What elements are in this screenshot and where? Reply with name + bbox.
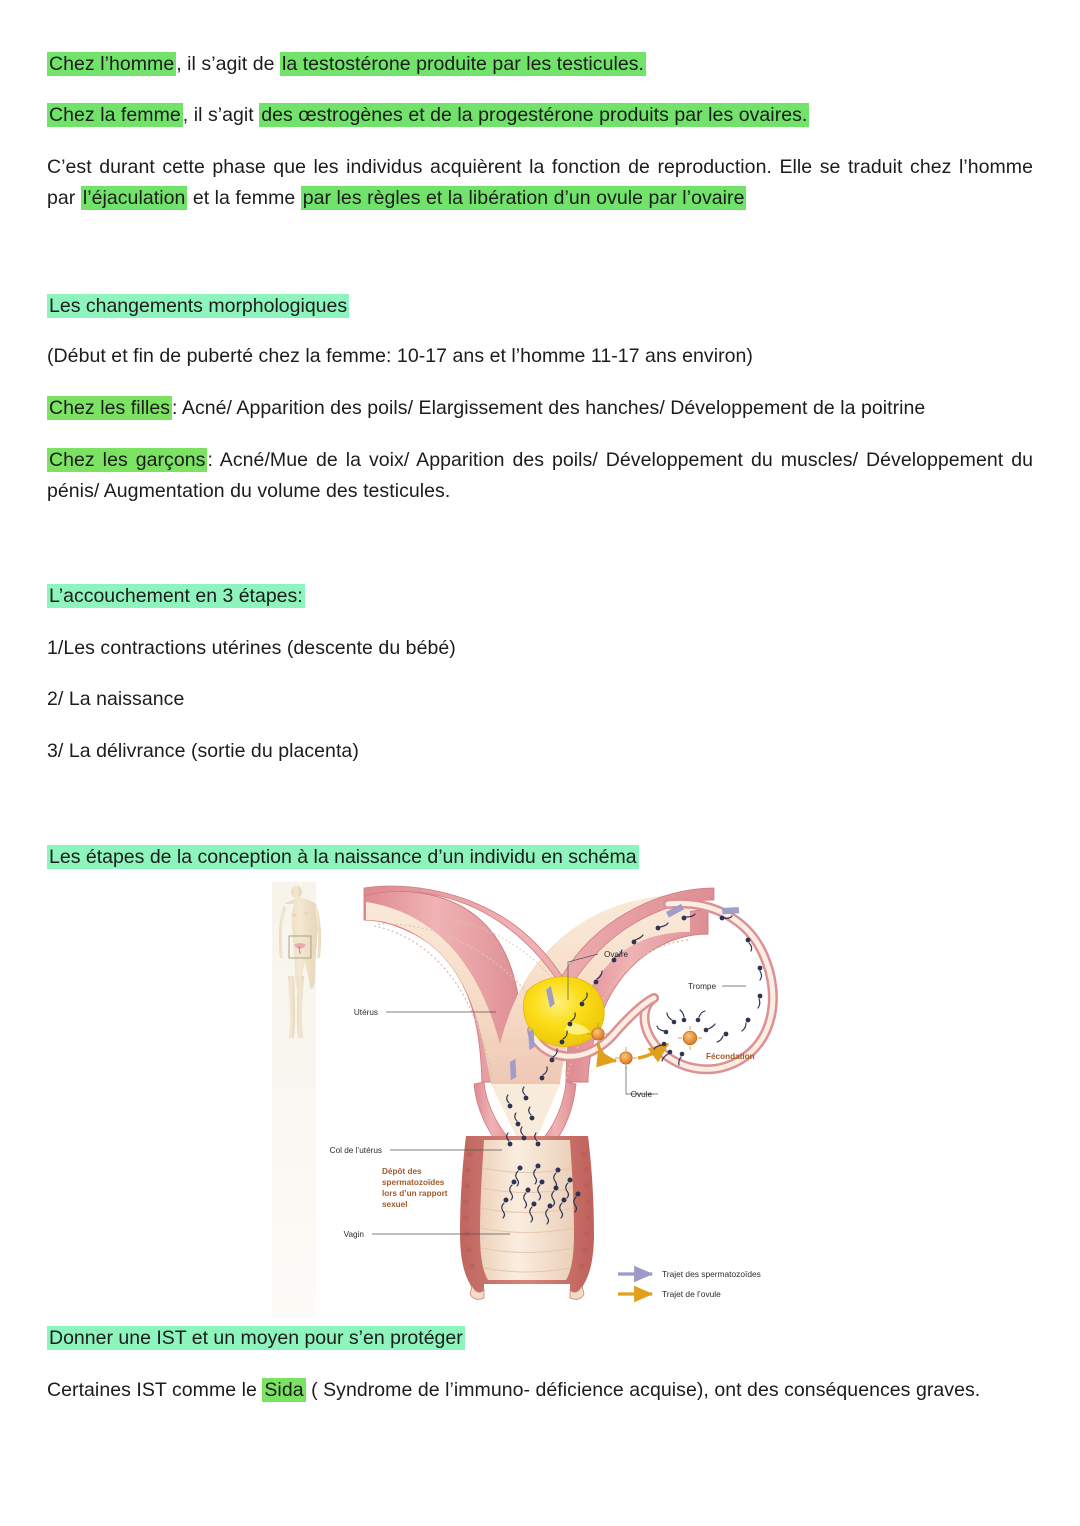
list-item-naissance-text: 2/ La naissance xyxy=(47,688,185,710)
text-phase-reproduction: C’est durant cette phase que les individus acquièrent la fonction de reproduction. Elle se traduit chez l’homme par xyxy=(47,156,1033,209)
figure-legend xyxy=(618,1269,761,1299)
paragraph-oestrogenes xyxy=(47,100,1033,131)
highlight-chez-les-garcons: Chez les garçons xyxy=(49,449,206,471)
heading-etapes-conception-text: Les étapes de la conception à la naissance d’un individu en schéma xyxy=(49,846,637,868)
heading-accouchement xyxy=(47,581,305,611)
text-et-la-femme: et la femme xyxy=(187,187,301,209)
text-ilsagit: , il s’agit xyxy=(182,104,260,126)
label-uterus: Utérus xyxy=(353,1008,378,1017)
highlight-ejaculation: l’éjaculation xyxy=(82,187,186,209)
paragraph-chez-les-garcons xyxy=(47,445,1033,507)
highlight-regles-ovule: par les règles et la libération d’un ovule par l’ovaire xyxy=(302,187,745,209)
highlight-sida: Sida xyxy=(264,1379,304,1401)
paragraph-chez-les-filles xyxy=(47,393,1033,424)
paragraph-fonction-reproduction xyxy=(47,152,1033,214)
text-filles-changements: : Acné/ Apparition des poils/ Elargissement des hanches/ Développement de la poitrine xyxy=(172,397,926,419)
label-depot-line4: sexuel xyxy=(382,1200,408,1209)
uterus-cavity xyxy=(366,894,690,1084)
highlight-chez-les-filles: Chez les filles xyxy=(49,397,171,419)
label-ovaire: Ovaire xyxy=(604,950,629,959)
highlight-oestrogenes-progesterone: des œstrogènes et de la progestérone produits par les ovaires. xyxy=(261,104,808,126)
label-depot-line3: lors d’un rapport xyxy=(382,1189,448,1198)
label-depot-line2: spermatozoïdes xyxy=(382,1178,445,1187)
text-certaines-ist: Certaines IST comme le xyxy=(47,1379,263,1401)
label-col-uterus: Col de l’utérus xyxy=(329,1146,382,1155)
figure-appareil-reproducteur-feminin xyxy=(270,882,810,1322)
note-puberte-ages xyxy=(47,341,1033,372)
list-item-delivrance xyxy=(47,736,1033,767)
text-garcons-changements: : Acné/Mue de la voix/ Apparition des poils/ Développement du muscles/ Développement du pénis/ Augmentation du volume des testicules. xyxy=(47,449,1033,502)
list-item-naissance xyxy=(47,684,1033,715)
heading-etapes-conception xyxy=(47,842,639,872)
paragraph-testosterone xyxy=(47,49,1033,80)
label-vagin: Vagin xyxy=(343,1230,364,1239)
heading-donner-une-ist-text: Donner une IST et un moyen pour s’en protéger xyxy=(49,1327,463,1349)
label-ovule: Ovule xyxy=(630,1090,652,1099)
legend-label-sperm: Trajet des spermatozoïdes xyxy=(662,1269,761,1279)
legend-label-ovule: Trajet de l’ovule xyxy=(662,1289,721,1299)
label-trompe: Trompe xyxy=(688,982,716,991)
vagina-group xyxy=(460,1136,594,1299)
anatomy-diagram-svg xyxy=(270,882,810,1322)
text-sida-definition: ( Syndrome de l’immuno- déficience acquise), ont des conséquences graves. xyxy=(305,1379,981,1401)
heading-donner-une-ist xyxy=(47,1323,465,1353)
highlight-chez-la-femme: Chez la femme xyxy=(49,104,181,126)
list-item-contractions xyxy=(47,633,1033,664)
heading-accouchement-text: L’accouchement en 3 étapes: xyxy=(49,585,303,607)
highlight-testosterone: la testostérone produite par les testicules. xyxy=(281,53,645,75)
highlight-chez-lhomme: Chez l’homme xyxy=(49,53,175,75)
text-ilsagit-de: , il s’agit de xyxy=(176,53,280,75)
label-fecondation: Fécondation xyxy=(706,1052,755,1061)
list-item-delivrance-text: 3/ La délivrance (sortie du placenta) xyxy=(47,740,359,762)
heading-changements-morphologiques-text: Les changements morphologiques xyxy=(49,295,348,317)
paragraph-ist-sida xyxy=(47,1375,1033,1406)
note-puberte-ages-text: (Début et fin de puberté chez la femme: 10-17 ans et l’homme 11-17 ans environ) xyxy=(47,345,753,367)
list-item-contractions-text: 1/Les contractions utérines (descente du bébé) xyxy=(47,637,456,659)
heading-changements-morphologiques xyxy=(47,291,349,321)
label-depot-line1: Dépôt des xyxy=(382,1167,422,1176)
